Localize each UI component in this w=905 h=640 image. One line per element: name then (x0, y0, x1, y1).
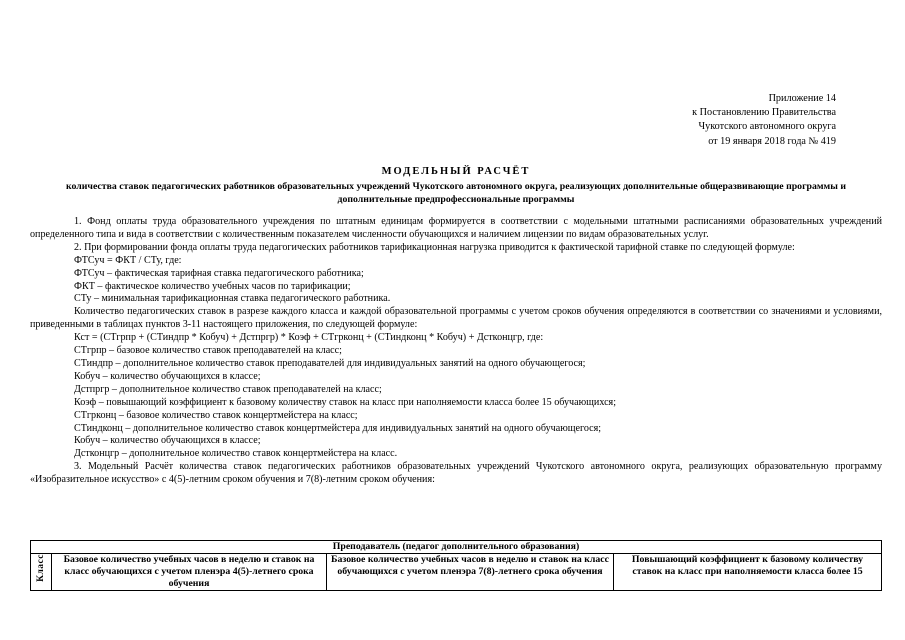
definition-line: Кобуч – количество обучающихся в классе; (74, 370, 261, 382)
definition-line: Кобуч – количество обучающихся в классе; (74, 435, 261, 447)
column-base-4-5: Базовое количество учебных часов в неделю и ставок на класс обучающихся с учетом пленэра 4(5)-летнего срока обучения (52, 554, 327, 591)
definition-line: Дстпргр – дополнительное количество ставок преподавателей на класс; (74, 383, 382, 395)
definition-line: ФКТ – фактическое количество учебных часов по тарификации; (74, 280, 351, 292)
definition-line: СТиндконц – дополнительное количество ставок концертмейстера для индивидуальных занятий на одного обучающегося; (74, 422, 602, 434)
paragraph-3: Количество педагогических ставок в разрезе каждого класса и каждой образовательной программы с учетом сроков обучения определяются в соответствии со значениями и условиями, приведенными в таблицах пунктов 3-11 настоящего приложения, по следующей формуле: (30, 306, 882, 331)
table-group-header: Преподаватель (педагог дополнительного образования) (31, 541, 882, 554)
appendix-line: от 19 января 2018 года № 419 (708, 135, 836, 147)
column-coefficient: Повышающий коэффициент к базовому количеству ставок на класс при наполняемости класса более 15 (614, 554, 882, 591)
document-subtitle: количества ставок педагогических работников образовательных учреждений Чукотского автономного округа, реализующих дополнительные общеразвивающие программы и дополнительные предпрофессиональные программы (66, 181, 846, 205)
appendix-reference (692, 92, 836, 149)
appendix-line: к Постановлению Правительства (692, 107, 836, 119)
appendix-line: Приложение 14 (768, 93, 836, 104)
column-class-label: Класс (36, 554, 46, 582)
column-base-7-8: Базовое количество учебных часов в неделю и ставок на класс обучающихся с учетом пленэра 7(8)-летнего срока обучения (327, 554, 614, 591)
document-title: МОДЕЛЬНЫЙ РАСЧЁТ (381, 166, 531, 177)
definition-line: Коэф – повышающий коэффициент к базовому количеству ставок на класс при наполняемости класса более 15 обучающихся; (74, 396, 617, 408)
table-header-row (31, 541, 882, 554)
formula-line: Кст = (СТгрпр + (СТиндпр * Кобуч) + Дстпргр) * Коэф + СТгрконц + (СТиндконц * Кобуч) + Дстконцгр, где: (74, 332, 544, 344)
document-page (30, 0, 882, 640)
column-class (31, 554, 52, 591)
appendix-line: Чукотского автономного округа (698, 121, 836, 133)
paragraph-1: 1. Фонд оплаты труда образовательного учреждения по штатным единицам формируется в соответствии с модельными штатными расписаниями образовательных учреждений определенного типа и вида в соответствии с количественным показателем численности обучающихся и наличием лицензии по видам образовательных услуг. (30, 216, 882, 240)
definition-line: СТгрпр – базовое количество ставок преподавателей на класс; (74, 345, 342, 357)
paragraph-2: 2. При формировании фонда оплаты труда педагогических работников тарификационная нагрузка приводится к фактической тарифной ставке по следующей формуле: (74, 241, 795, 253)
definition-line: СТу – минимальная тарификационная ставка педагогического работника. (74, 293, 391, 305)
definition-line: СТгрконц – базовое количество ставок концертмейстера на класс; (74, 409, 358, 421)
document-body (30, 216, 882, 487)
definition-line: СТиндпр – дополнительное количество ставок преподавателей для индивидуальных занятий на одного обучающегося; (74, 357, 586, 369)
table-column-row (31, 554, 882, 591)
formula-line: ФТСуч = ФКТ / СТу, где: (74, 254, 182, 266)
definition-line: ФТСуч – фактическая тарифная ставка педагогического работника; (74, 267, 364, 279)
calculation-table (30, 540, 882, 591)
definition-line: Дстконцгр – дополнительное количество ставок концертмейстера на класс. (74, 448, 398, 460)
paragraph-4: 3. Модельный Расчёт количества ставок педагогических работников образовательных учреждений Чукотского автономного округа, реализующих образовательную программу «Изобразительное искусство» с 4(5)-летним сроком обучения и 7(8)-летним сроком обучения: (30, 461, 882, 486)
